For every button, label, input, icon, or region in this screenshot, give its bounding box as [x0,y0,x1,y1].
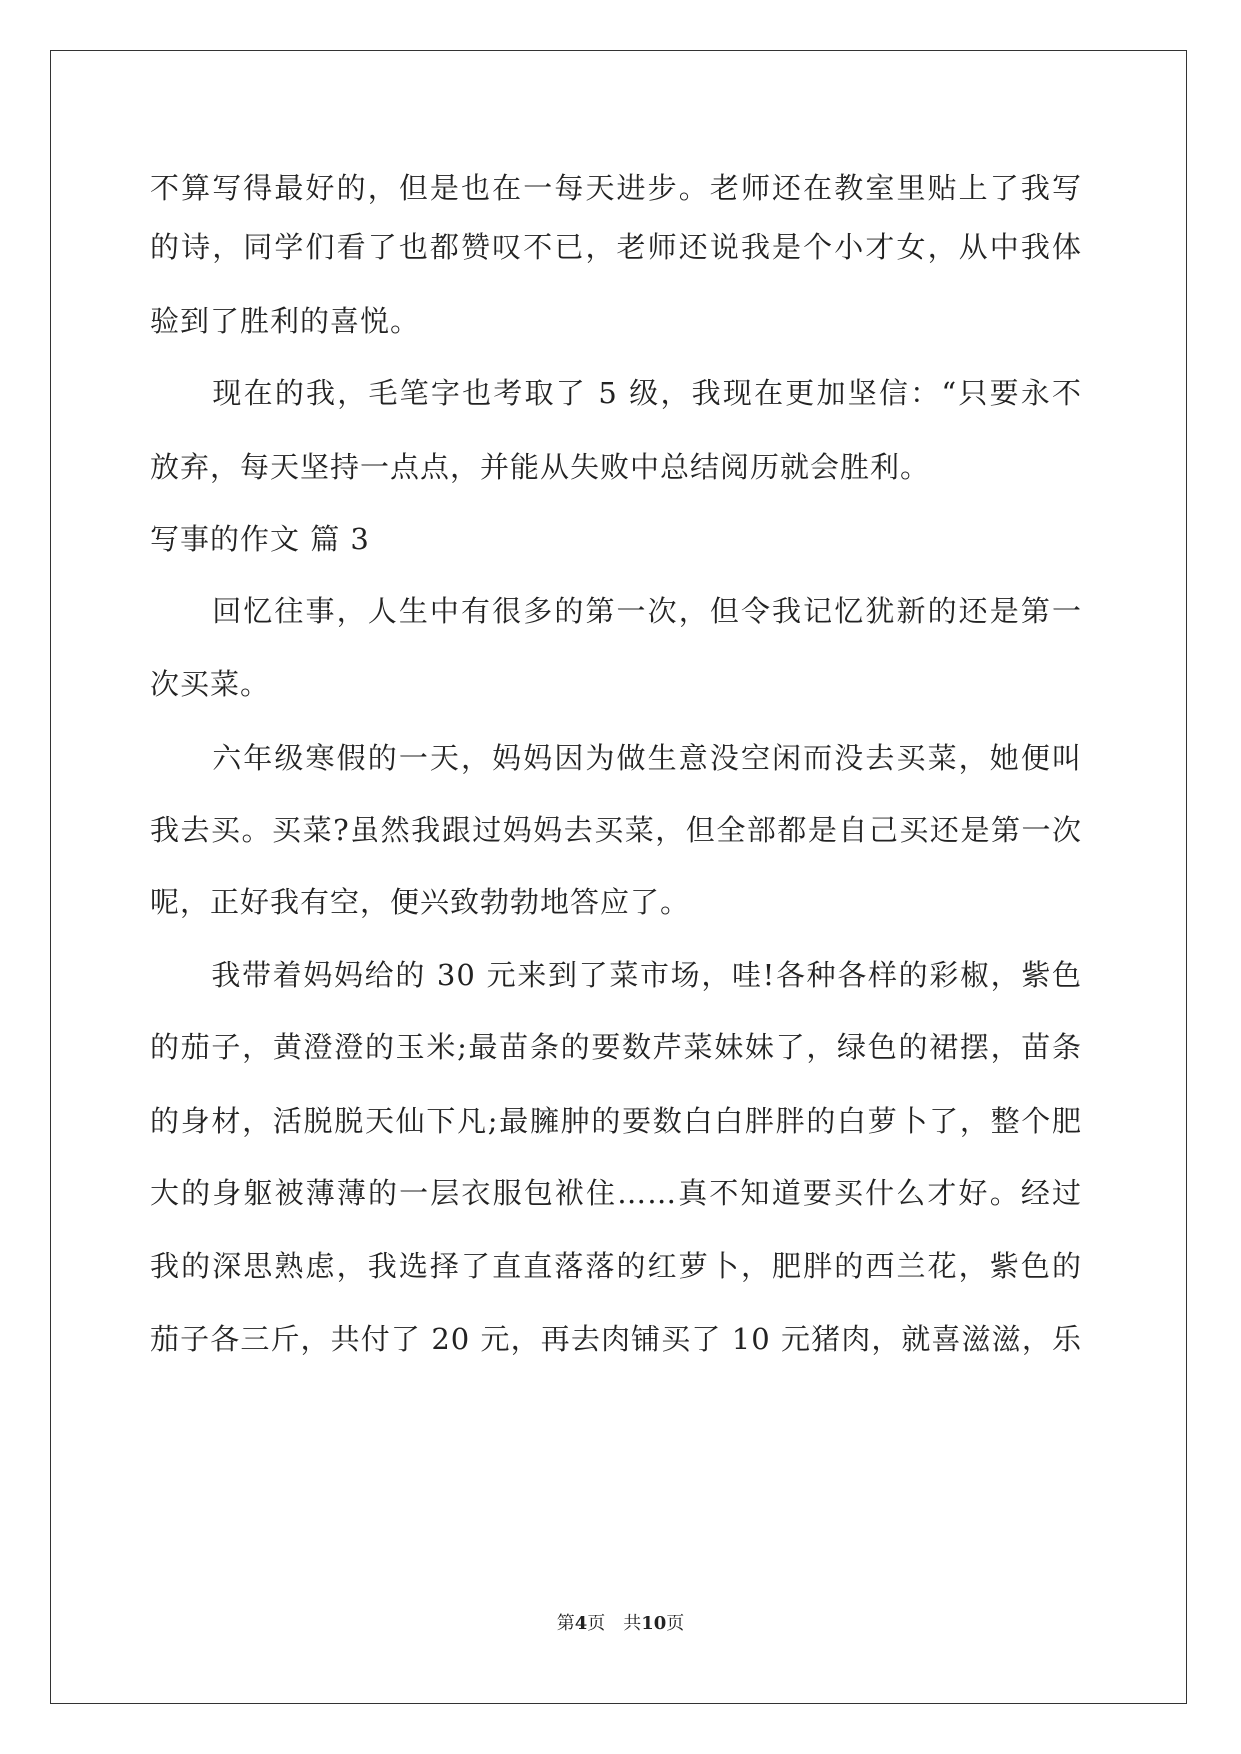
page-border [50,50,1187,1704]
text-line: 回忆往事，人生中有很多的第一次，但令我记忆犹新的还是第一 [150,594,1082,628]
footer-suffix: 页 [666,1613,685,1634]
text-line: 茄子各三斤，共付了 20 元，再去肉铺买了 10 元猪肉，就喜滋滋，乐 [150,1322,1082,1356]
text-line: 现在的我，毛笔字也考取了 5 级，我现在更加坚信：“只要永不 [150,376,1082,410]
text-line: 呢，正好我有空，便兴致勃勃地答应了。 [150,885,691,919]
text-line: 的诗，同学们看了也都赞叹不已，老师还说我是个小才女，从中我体 [150,230,1082,264]
text-line: 放弃，每天坚持一点点，并能从失败中总结阅历就会胜利。 [150,450,931,484]
text-line: 我的深思熟虑，我选择了直直落落的红萝卜，肥胖的西兰花，紫色的 [150,1249,1082,1283]
text-line: 不算写得最好的，但是也在一每天进步。老师还在教室里贴上了我写 [150,171,1082,205]
text-line: 大的身躯被薄薄的一层衣服包袱住……真不知道要买什么才好。经过 [150,1176,1082,1210]
text-line: 次买菜。 [150,667,271,701]
text-line: 验到了胜利的喜悦。 [150,304,421,338]
text-line: 的茄子，黄澄澄的玉米;最苗条的要数芹菜妹妹了，绿色的裙摆，苗条 [150,1030,1082,1064]
footer-mid: 页 共 [587,1613,642,1634]
text-line: 的身材，活脱脱天仙下凡;最臃肿的要数白白胖胖的白萝卜了，整个肥 [150,1104,1082,1138]
section-heading: 写事的作文 篇 3 [150,522,370,556]
text-line: 六年级寒假的一天，妈妈因为做生意没空闲而没去买菜，她便叫 [150,741,1082,775]
footer-total-pages: 10 [641,1613,667,1634]
text-line: 我去买。买菜?虽然我跟过妈妈去买菜，但全部都是自己买还是第一次 [150,813,1082,847]
text-line: 我带着妈妈给的 30 元来到了菜市场，哇!各种各样的彩椒，紫色 [150,958,1082,992]
footer-prefix: 第 [556,1613,575,1634]
footer-page-number: 4 [574,1613,588,1634]
page-footer [0,1612,1241,1636]
